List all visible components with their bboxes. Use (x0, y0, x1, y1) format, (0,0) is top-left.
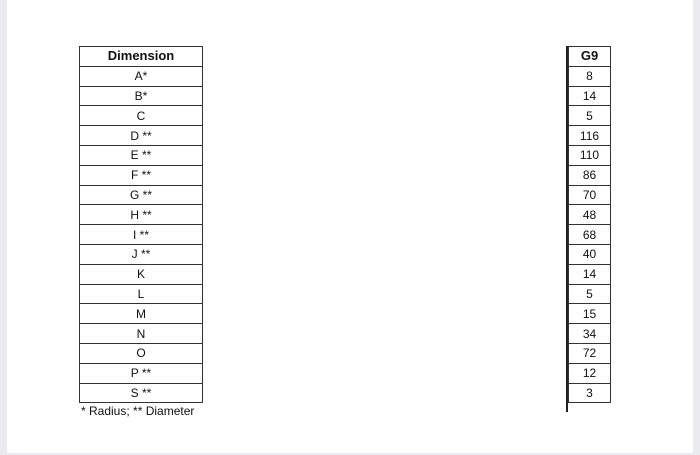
g9-cell: 110 (569, 145, 611, 165)
footnote: * Radius; ** Diameter (81, 404, 195, 418)
g9-cell: 12 (569, 363, 611, 383)
dimension-cell: B* (80, 86, 203, 106)
dimension-row (80, 126, 203, 146)
dimension-row (80, 185, 203, 205)
dimension-cell: G ** (80, 185, 203, 205)
dimension-cell: I ** (80, 225, 203, 245)
g9-row (569, 284, 611, 304)
g9-row (569, 264, 611, 284)
dimension-table (79, 46, 203, 403)
g9-cell: 14 (569, 86, 611, 106)
g9-cell: 5 (569, 106, 611, 126)
dimension-cell: P ** (80, 363, 203, 383)
g9-cell: 15 (569, 304, 611, 324)
dimension-row (80, 324, 203, 344)
dimension-cell: N (80, 324, 203, 344)
dimension-row (80, 66, 203, 86)
g9-cell: 116 (569, 126, 611, 146)
g9-row (569, 383, 611, 403)
g9-row (569, 244, 611, 264)
g9-cell: 48 (569, 205, 611, 225)
g9-row (569, 205, 611, 225)
g9-table (568, 46, 611, 403)
g9-cell: 3 (569, 383, 611, 403)
dimension-row (80, 304, 203, 324)
g9-row (569, 86, 611, 106)
g9-cell: 72 (569, 343, 611, 363)
dimension-row (80, 363, 203, 383)
g9-row (569, 66, 611, 86)
g9-row (569, 225, 611, 245)
g9-row (569, 363, 611, 383)
dimension-cell: F ** (80, 165, 203, 185)
dimension-cell: H ** (80, 205, 203, 225)
g9-row (569, 165, 611, 185)
g9-row (569, 185, 611, 205)
dimension-cell: C (80, 106, 203, 126)
dimension-cell: J ** (80, 244, 203, 264)
dimension-cell: E ** (80, 145, 203, 165)
dimension-row (80, 225, 203, 245)
dimension-row (80, 165, 203, 185)
g9-cell: 34 (569, 324, 611, 344)
g9-cell: 86 (569, 165, 611, 185)
g9-row (569, 145, 611, 165)
g9-cell: 70 (569, 185, 611, 205)
dimension-cell: D ** (80, 126, 203, 146)
dimension-row (80, 284, 203, 304)
g9-cell: 40 (569, 244, 611, 264)
g9-header: G9 (569, 47, 611, 67)
g9-row (569, 324, 611, 344)
g9-cell: 68 (569, 225, 611, 245)
dimension-row (80, 264, 203, 284)
dimension-row (80, 145, 203, 165)
dimension-cell: A* (80, 66, 203, 86)
g9-cell: 5 (569, 284, 611, 304)
dimension-cell: O (80, 343, 203, 363)
g9-cell: 14 (569, 264, 611, 284)
dimension-cell: L (80, 284, 203, 304)
g9-row (569, 343, 611, 363)
dimension-cell: M (80, 304, 203, 324)
dimension-row (80, 383, 203, 403)
dimension-cell: S ** (80, 383, 203, 403)
dimension-row (80, 86, 203, 106)
g9-cell: 8 (569, 66, 611, 86)
dimension-row (80, 106, 203, 126)
dimension-cell: K (80, 264, 203, 284)
g9-row (569, 106, 611, 126)
dimension-header: Dimension (80, 47, 203, 67)
dimension-row (80, 205, 203, 225)
dimension-row (80, 244, 203, 264)
g9-row (569, 126, 611, 146)
dimension-row (80, 343, 203, 363)
g9-row (569, 304, 611, 324)
